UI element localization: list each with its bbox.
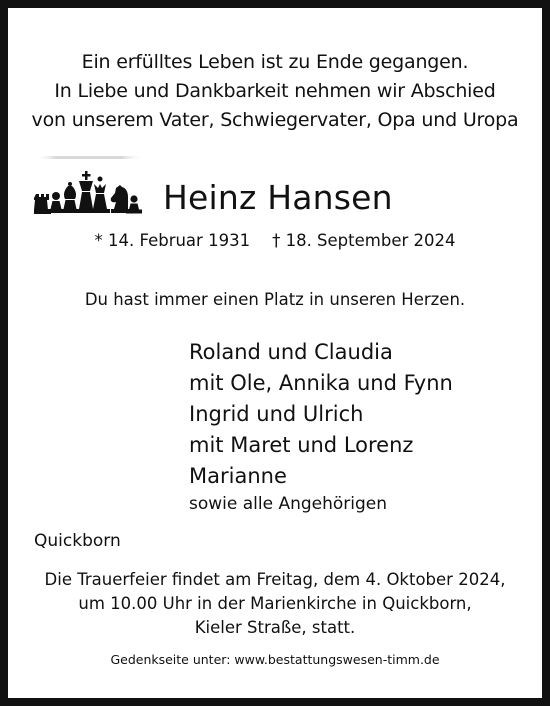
relatives-line: sowie alle Angehörigen (189, 494, 388, 514)
family-line: mit Maret und Lorenz (189, 433, 414, 457)
family-line: Roland und Claudia (189, 340, 393, 364)
intro-line: Ein erfülltes Leben ist zu Ende gegangen. (81, 51, 469, 73)
family-list (189, 337, 453, 492)
death-date: † 18. September 2024 (272, 231, 456, 250)
funeral-service-info (8, 568, 542, 640)
intro-line: In Liebe und Dankbarkeit nehmen wir Abschied (54, 80, 496, 102)
family-line: Marianne (189, 464, 287, 488)
family-line: mit Ole, Annika und Fynn (189, 371, 453, 395)
memorial-page-link: Gedenkseite unter: www.bestattungswesen-timm.de (110, 652, 440, 667)
service-line: um 10.00 Uhr in der Marienkirche in Quickborn, (78, 594, 472, 613)
birth-date: * 14. Februar 1931 (94, 231, 251, 250)
deceased-name: Heinz Hansen (163, 178, 393, 217)
service-line: Die Trauerfeier findet am Freitag, dem 4. Oktober 2024, (44, 570, 506, 589)
chess-pieces-icon (34, 156, 144, 220)
intro-line: von unserem Vater, Schwiegervater, Opa und Uropa (31, 109, 519, 131)
memorial-quote: Du hast immer einen Platz in unseren Herzen. (84, 290, 466, 309)
family-line: Ingrid und Ulrich (189, 402, 364, 426)
service-line: Kieler Straße, statt. (194, 618, 356, 637)
life-dates (8, 230, 542, 252)
place-name: Quickborn (34, 531, 121, 551)
intro-text (8, 48, 542, 135)
